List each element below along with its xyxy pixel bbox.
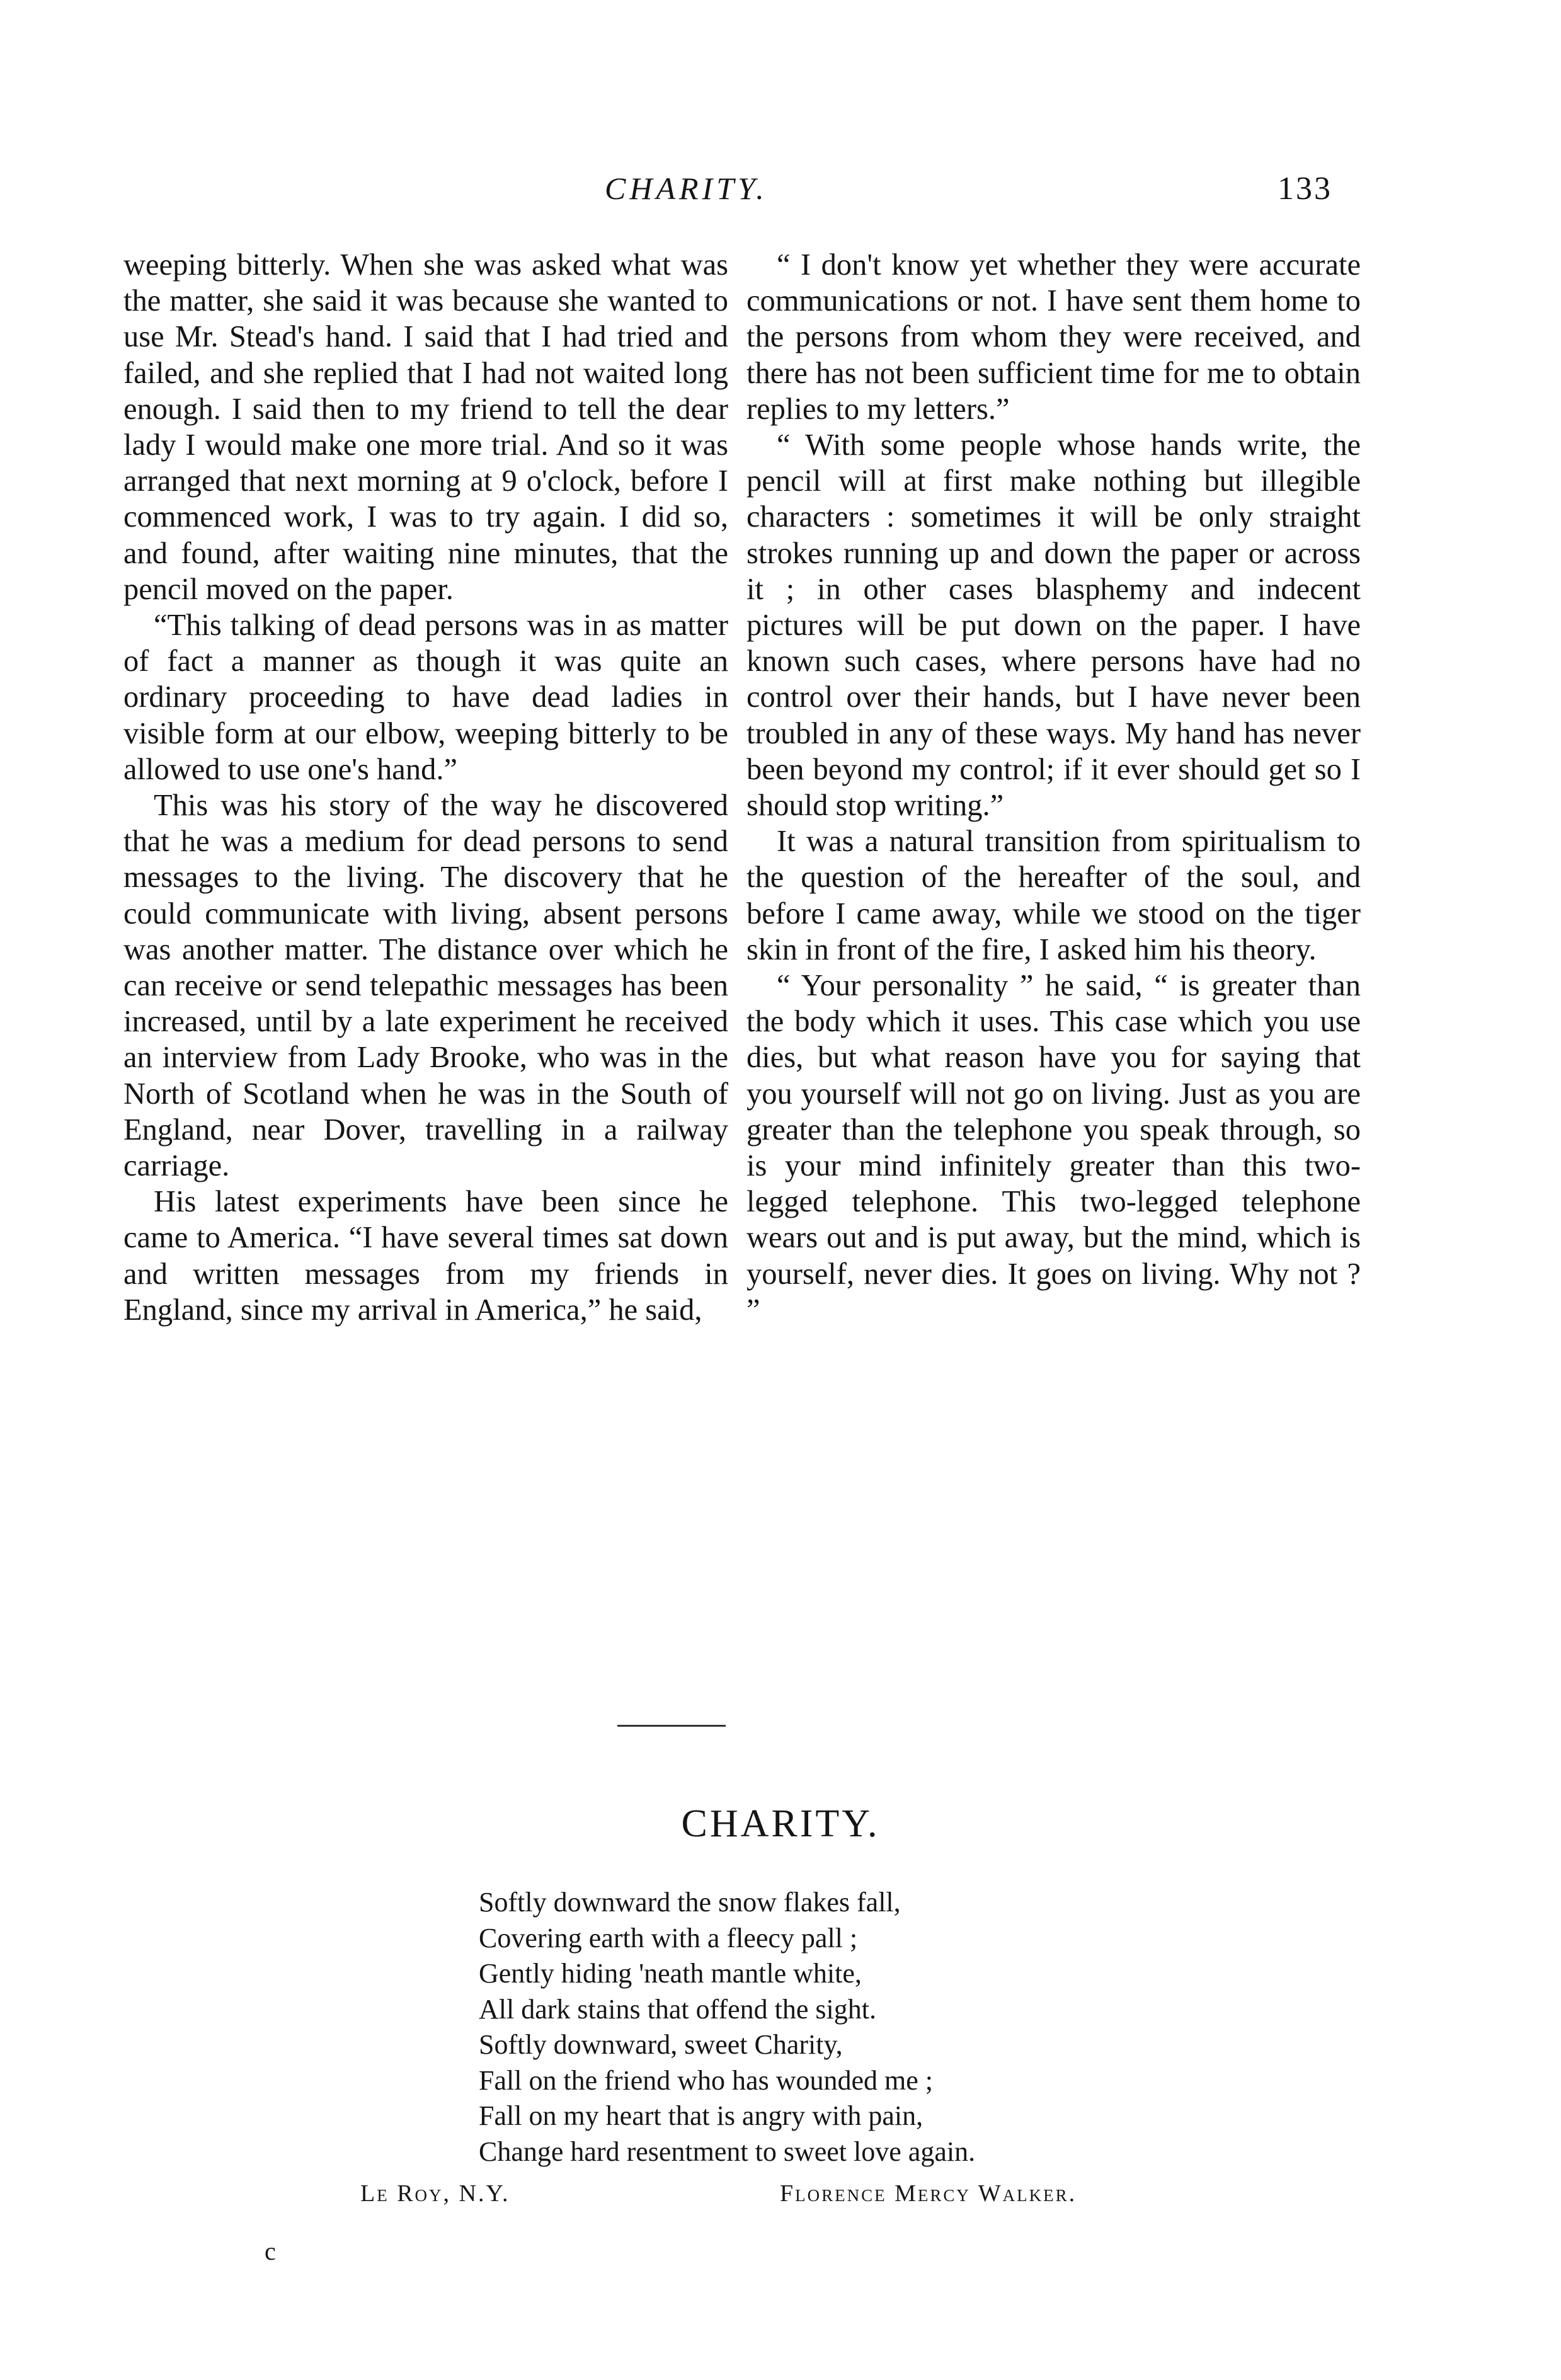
poem [479, 1885, 1298, 2170]
section-divider [617, 1725, 726, 1727]
poem-title: CHARITY. [681, 1802, 880, 1845]
right-paragraph-3: It was a natural transition from spiritualism to the question of the hereafter of the soul, and before I came away, while we stood on the tiger skin in front of the fire, I asked him his theory. [746, 825, 1361, 966]
right-paragraph-4: “ Your personality ” he said, “ is greater than the body which it uses. This case which you use dies, but what reason have you for saying that you yourself will not go on living. Just as you are greater than the telephone you speak through, so is your mind infinitely greater than this two-legged telephone. This two-legged telephone wears out and is put away, but the mind, which is yourself, never dies. It goes on living. Why not ? ” [746, 969, 1361, 1327]
poem-line: Softly downward the snow flakes fall, [479, 1887, 901, 1918]
poem-line: Fall on the friend who has wounded me ; [479, 2064, 933, 2096]
page-number: 133 [1278, 171, 1332, 207]
left-column [123, 247, 728, 1328]
signature-mark: c [265, 2237, 276, 2265]
poem-line: All dark stains that offend the sight. [479, 1993, 876, 2025]
poem-line: Softly downward, sweet Charity, [479, 2029, 843, 2060]
poem-line: Change hard resentment to sweet love again. [479, 2136, 976, 2167]
right-paragraph-1: “ I don't know yet whether they were accurate communications or not. I have sent them home to the persons from whom they were received, and there has not been sufficient time for me to obtain replies to my letters.” [746, 248, 1361, 426]
poem-author: Florence Mercy Walker. [780, 2180, 1077, 2207]
running-head [0, 170, 1561, 214]
left-paragraph-4: His latest experiments have been since he came to America. “I have several times sat down and written messages from my friends in England, since my arrival in America,” he said, [123, 1185, 728, 1327]
left-paragraph-3: This was his story of the way he discovered that he was a medium for dead persons to send messages to the living. The discovery that he could communicate with living, absent persons was another matter. The distance over which he can receive or send telepathic messages has been increased, until by a late experiment he received an interview from Lady Brooke, who was in the North of Scotland when he was in the South of England, near Dover, travelling in a railway carriage. [123, 789, 728, 1183]
poem-line: Covering earth with a fleecy pall ; [479, 1922, 858, 1954]
poem-line: Fall on my heart that is angry with pain, [479, 2100, 923, 2131]
left-paragraph-1: weeping bitterly. When she was asked what was the matter, she said it was because she wanted to use Mr. Stead's hand. I said that I had tried and failed, and she replied that I had not waited long enough. I said then to my friend to tell the dear lady I would make one more trial. And so it was arranged that next morning at 9 o'clock, before I commenced work, I was to try again. I did so, and found, after waiting nine minutes, that the pencil moved on the paper. [123, 248, 728, 606]
poem-place: Le Roy, N.Y. [360, 2180, 510, 2207]
poem-line: Gently hiding 'neath mantle white, [479, 1958, 862, 1989]
right-paragraph-2: “ With some people whose hands write, the pencil will at first make nothing but illegible characters : sometimes it will be only straight strokes running up and down the paper or across it ; in other cases blasphemy and indecent pictures will be put down on the paper. I have known such cases, where persons have had no control over their hands, but I have never been troubled in any of these ways. My hand has never been beyond my control; if it ever should get so I should stop writing.” [746, 428, 1361, 823]
right-column [746, 247, 1361, 1328]
running-title: CHARITY. [605, 171, 768, 206]
left-paragraph-2: “This talking of dead persons was in as matter of fact a manner as though it was quite an ordinary proceeding to have dead ladies in visible form at our elbow, weeping bitterly to be allowed to use one's hand.” [123, 609, 728, 786]
